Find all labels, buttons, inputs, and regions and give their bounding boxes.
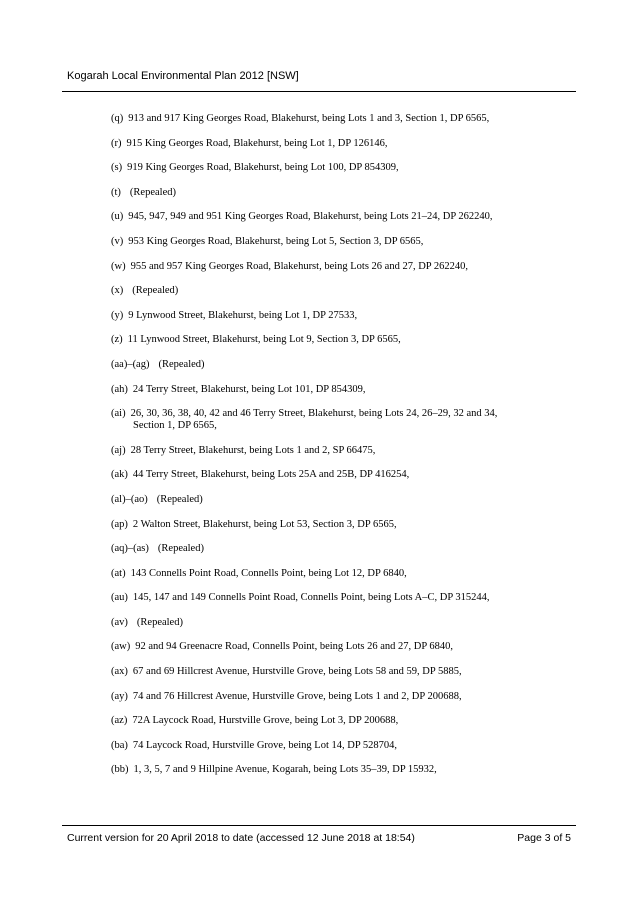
list-item-label: (at) [111,567,126,579]
list-item-line [111,568,551,580]
list-item [111,592,551,604]
list-item-label: (s) [111,162,123,174]
list-item-line [111,617,551,629]
list-item-line [111,138,551,150]
list-item-label: (r) [111,137,122,149]
list-item-line [111,592,551,604]
list-item-line [111,543,551,555]
list-item-text: (Repealed) [132,285,179,297]
list-item-line [111,285,551,297]
list-item [111,568,551,580]
list-item [111,666,551,678]
list-item [111,236,551,248]
list-item-label: (z) [111,334,123,346]
list-item-label: (az) [111,715,128,727]
list-item-label: (aw) [111,641,131,653]
list-item [111,740,551,752]
list-item-line [111,494,551,506]
list-item-text: 953 King Georges Road, Blakehurst, being Lot 5, Section 3, DP 6565, [128,235,424,247]
list-item-text: 28 Terry Street, Blakehurst, being Lots 1 and 2, SP 66475, [130,444,376,456]
list-item-line [111,715,551,727]
list-item-text: 26, 30, 36, 38, 40, 42 and 46 Terry Street, Blakehurst, being Lots 24, 26–29, 32 and 34, [130,408,498,420]
list-item-label: (av) [111,616,128,628]
list-item-label: (ap) [111,518,128,530]
list-item [111,162,551,174]
list-item-label: (w) [111,260,126,272]
list-item-label: (ba) [111,739,128,751]
list-item-text: 145, 147 and 149 Connells Point Road, Connells Point, being Lots A–C, DP 315244, [132,592,490,604]
list-item-line [111,384,551,396]
list-item-line [111,408,551,420]
list-item-label: (ak) [111,469,128,481]
list-item-text: 92 and 94 Greenacre Road, Connells Point, being Lots 26 and 27, DP 6840, [135,641,454,653]
list-item-text: 67 and 69 Hillcrest Avenue, Hurstville Grove, being Lots 58 and 59, DP 5885, [132,666,462,678]
list-item-line [111,764,551,776]
list-item-label: (aj) [111,444,126,456]
list-item-text: (Repealed) [156,493,203,505]
list-item-label: (y) [111,309,124,321]
list-item-continuation: Section 1, DP 6565, [133,420,217,432]
list-item-text: 44 Terry Street, Blakehurst, being Lots 25A and 25B, DP 416254, [132,469,410,481]
list-item-label: (ai) [111,408,126,420]
list-item-line [111,445,551,457]
list-item-line [111,519,551,531]
list-item-line [111,187,551,199]
list-item [111,715,551,727]
list-item [111,359,551,371]
list-item [111,764,551,776]
list-item [111,384,551,396]
list-item-text: 955 and 957 King Georges Road, Blakehurst, being Lots 26 and 27, DP 262240, [130,260,469,272]
list-item-line [111,334,551,346]
list-item-line [111,211,551,223]
list-item [111,211,551,223]
list-item-text: (Repealed) [157,543,204,555]
list-item-line [111,261,551,273]
list-item-line [111,666,551,678]
list-item [111,445,551,457]
list-item-text: 1, 3, 5, 7 and 9 Hillpine Avenue, Kogarah, being Lots 35–39, DP 15932, [133,764,437,776]
list-item [111,494,551,506]
list-item-label: (ax) [111,666,128,678]
list-item [111,691,551,703]
list-item-text: 143 Connells Point Road, Connells Point, being Lot 12, DP 6840, [130,567,407,579]
list-item [111,543,551,555]
list-item [111,334,551,346]
list-item [111,187,551,199]
footer-version: Current version for 20 April 2018 to date (accessed 12 June 2018 at 18:54) [67,832,415,844]
list-item-text: 11 Lynwood Street, Blakehurst, being Lot 9, Section 3, DP 6565, [127,334,401,346]
list-item-text: (Repealed) [129,186,176,198]
list-item [111,285,551,297]
list-item-label: (v) [111,235,124,247]
list-item-label: (u) [111,211,124,223]
list-item-label: (ay) [111,690,128,702]
list-item-text: (Repealed) [136,616,183,628]
list-item-text: 74 and 76 Hillcrest Avenue, Hurstville Grove, being Lots 1 and 2, DP 200688, [132,690,462,702]
list-item [111,138,551,150]
list-item-label: (aq)–(as) [111,543,149,555]
list-item-label: (aa)–(ag) [111,358,150,370]
list-item-line [111,740,551,752]
list-item-label: (bb) [111,764,129,776]
list-item-label: (ah) [111,383,128,395]
list-item-text: 913 and 917 King Georges Road, Blakehurst, being Lots 1 and 3, Section 1, DP 6565, [128,113,490,124]
list-item-label: (au) [111,592,128,604]
footer-divider [62,825,576,826]
list-item-line [111,162,551,174]
list-item-text: 72A Laycock Road, Hurstville Grove, being Lot 3, DP 200688, [132,715,399,727]
list-item-text: 9 Lynwood Street, Blakehurst, being Lot 1, DP 27533, [128,309,358,321]
list-item-text: 919 King Georges Road, Blakehurst, being Lot 100, DP 854309, [127,162,399,174]
footer-page-number: Page 3 of 5 [517,832,571,844]
list-item [111,641,551,653]
list-item-label: (q) [111,113,124,124]
list-item [111,113,551,125]
list-item-line [111,469,551,481]
list-item-text: 2 Walton Street, Blakehurst, being Lot 53, Section 3, DP 6565, [132,518,397,530]
list-item-line [111,641,551,653]
list-item-label: (x) [111,285,124,297]
list-item-text: 915 King Georges Road, Blakehurst, being Lot 1, DP 126146, [126,137,388,149]
list-item-line [111,113,551,125]
list-item [111,519,551,531]
list-item-text: 945, 947, 949 and 951 King Georges Road, Blakehurst, being Lots 21–24, DP 262240, [128,211,493,223]
list-item [111,408,551,432]
list-item-line [111,359,551,371]
list-item-line [111,236,551,248]
list-item-label: (al)–(ao) [111,493,148,505]
header-title: Kogarah Local Environmental Plan 2012 [NSW] [67,70,299,82]
list-item-text: (Repealed) [158,358,205,370]
list-item-text: 74 Laycock Road, Hurstville Grove, being Lot 14, DP 528704, [132,739,398,751]
clause-list [111,113,551,789]
list-item-label: (t) [111,186,121,198]
list-item [111,617,551,629]
list-item [111,469,551,481]
header-divider [62,91,576,92]
list-item-line [111,691,551,703]
list-item-text: 24 Terry Street, Blakehurst, being Lot 101, DP 854309, [132,383,366,395]
list-item-line [111,310,551,322]
list-item [111,310,551,322]
list-item [111,261,551,273]
